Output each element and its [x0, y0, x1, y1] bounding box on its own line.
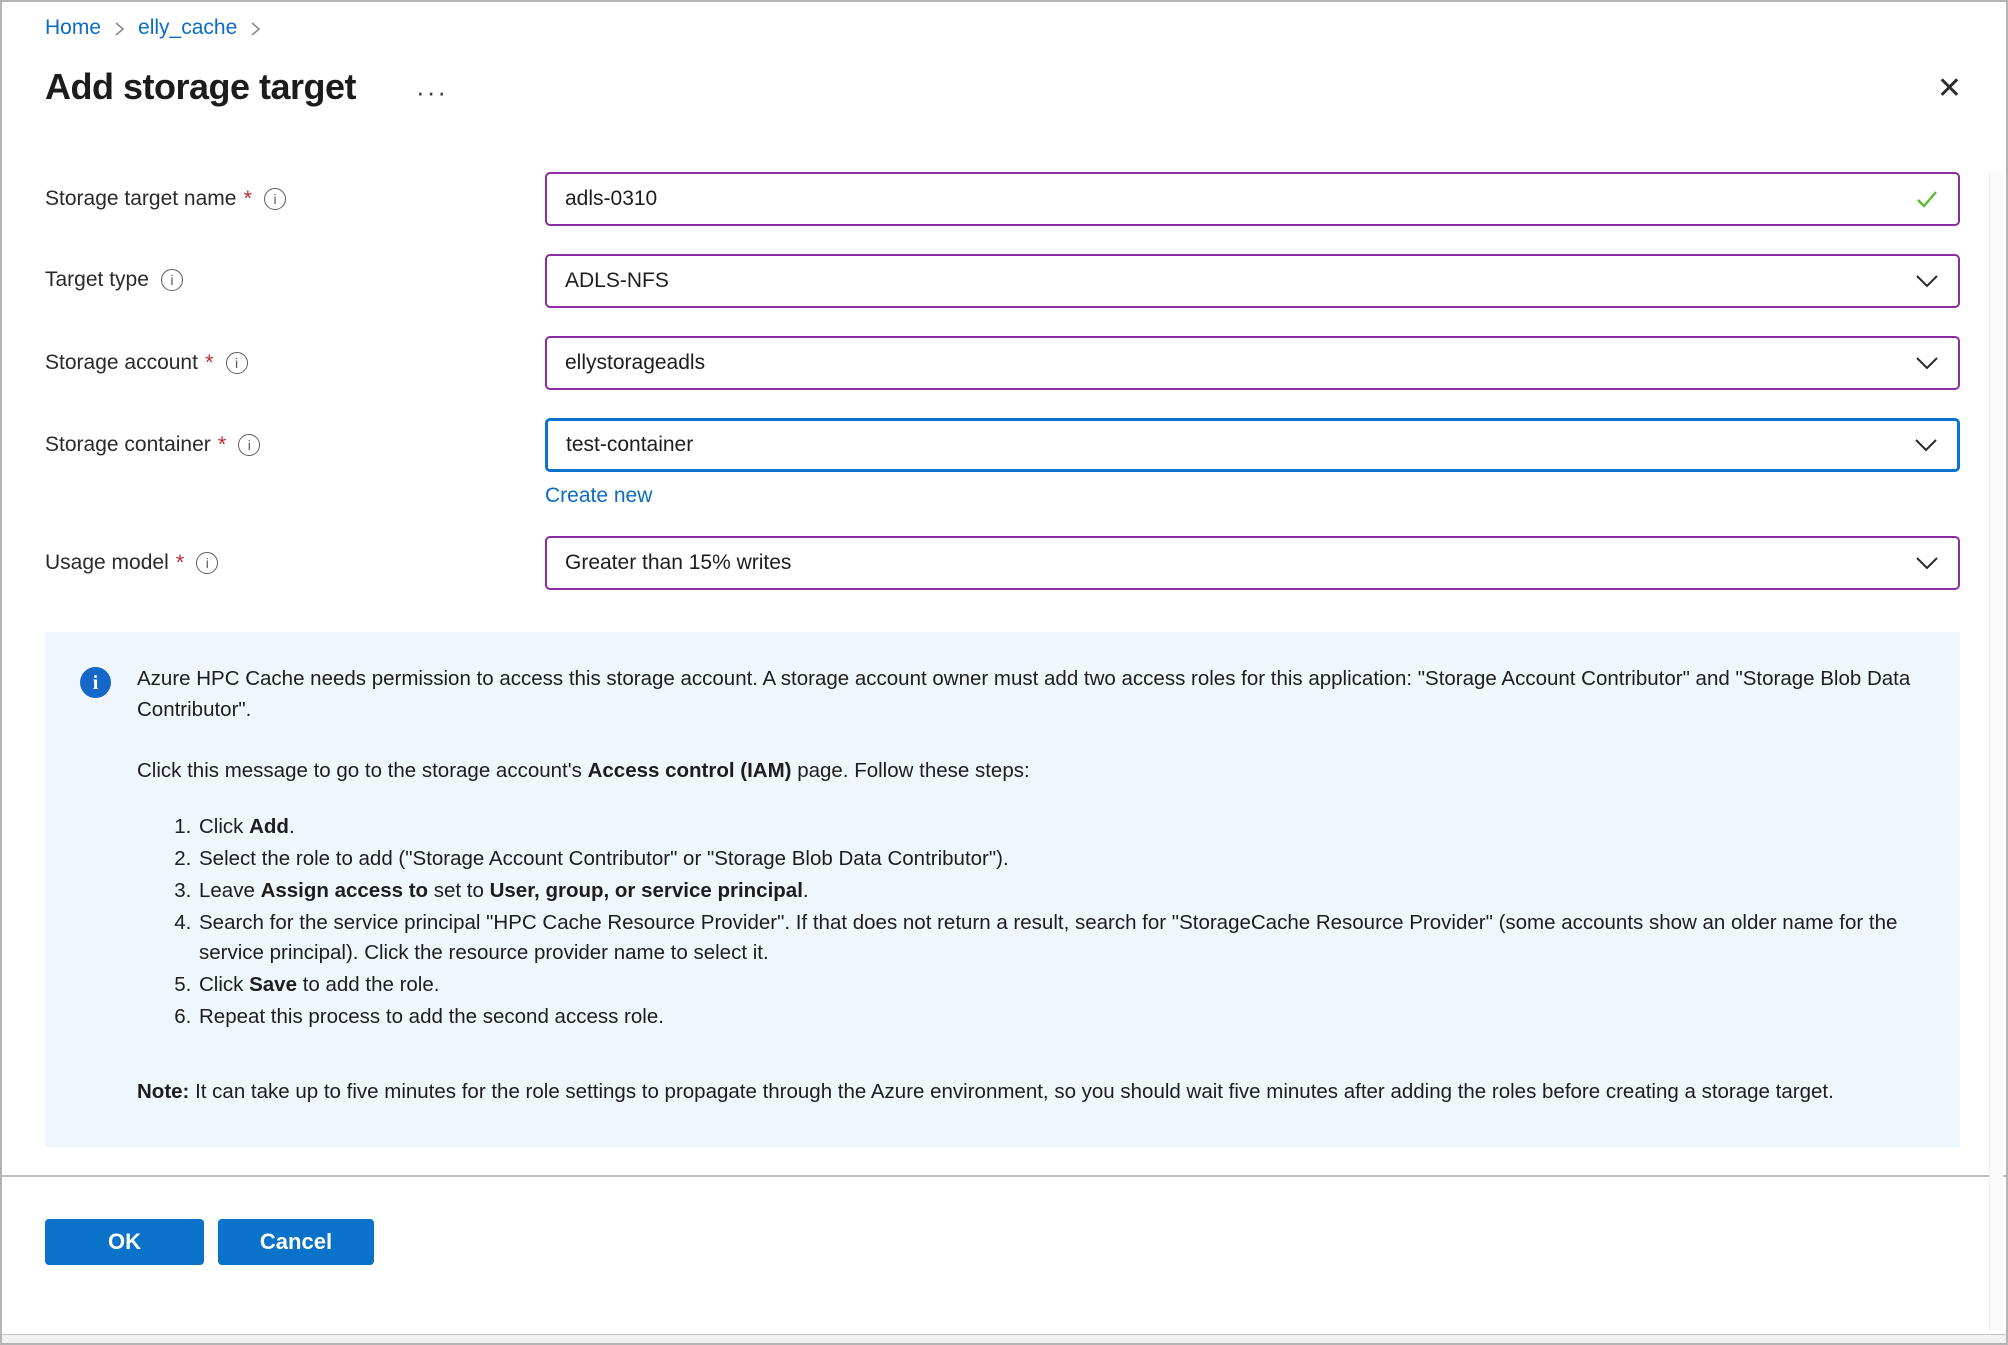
- ok-button[interactable]: OK: [45, 1219, 204, 1265]
- info-note: Note: It can take up to five minutes for the role settings to propagate through the Azure environment, so you should wait five minutes after adding the roles before creating a storage target.: [137, 1079, 1834, 1103]
- chevron-right-icon: [249, 20, 262, 38]
- storage-target-name-value: adls-0310: [565, 187, 658, 210]
- info-step: 2. Select the role to add ("Storage Account Contributor" or "Storage Blob Data Contributor").: [197, 844, 1924, 875]
- footer-divider: [0, 1175, 2008, 1177]
- horizontal-scrollbar[interactable]: [2, 1334, 2006, 1343]
- target-type-value: ADLS-NFS: [565, 269, 669, 292]
- page-header: [2, 66, 2006, 108]
- info-step: 6. Repeat this process to add the second access role.: [197, 1002, 1924, 1033]
- info-step: 5. Click Save to add the role.: [197, 970, 1924, 1001]
- storage-account-dropdown[interactable]: [545, 336, 1960, 390]
- breadcrumb-cache-link[interactable]: elly_cache: [138, 16, 238, 39]
- breadcrumb: [2, 16, 2006, 40]
- info-icon[interactable]: i: [196, 552, 218, 574]
- storage-container-value: test-container: [566, 433, 694, 456]
- valid-check-icon: [1914, 186, 1940, 212]
- required-marker: *: [243, 186, 253, 211]
- storage-account-row: [45, 336, 1960, 390]
- info-steps-list: [137, 812, 1924, 1032]
- storage-target-form: [2, 172, 2006, 590]
- info-paragraph-1: Azure HPC Cache needs permission to access this storage account. A storage account owner must add two access roles for this application: "Storage Account Contributor" and "Storage Blob Data Contributor".: [137, 667, 1911, 721]
- storage-target-name-label: Storage target name: [45, 187, 237, 210]
- footer-buttons: [2, 1219, 2006, 1265]
- target-type-row: [45, 254, 1960, 308]
- usage-model-dropdown[interactable]: [545, 536, 1960, 590]
- storage-target-name-row: [45, 172, 1960, 226]
- breadcrumb-home-link[interactable]: Home: [45, 16, 102, 39]
- page-title: Add storage target: [45, 66, 357, 107]
- target-type-dropdown[interactable]: [545, 254, 1960, 308]
- info-icon[interactable]: i: [264, 188, 286, 210]
- info-paragraph-2: Click this message to go to the storage account's Access control (IAM) page. Follow these steps:: [137, 758, 1030, 782]
- close-icon[interactable]: ✕: [1936, 71, 1962, 106]
- info-icon[interactable]: i: [226, 352, 248, 374]
- permissions-info-banner[interactable]: [45, 632, 1960, 1147]
- target-type-label: Target type: [45, 268, 149, 291]
- required-marker: *: [204, 350, 214, 375]
- storage-container-row: [45, 418, 1960, 508]
- info-step: 1. Click Add.: [197, 812, 1924, 843]
- create-new-link[interactable]: Create new: [545, 484, 653, 507]
- chevron-right-icon: [113, 20, 126, 38]
- info-step: 4. Search for the service principal "HPC Cache Resource Provider". If that does not return a result, search for "StorageCache Resource Provider" (some accounts show an older name for the service principal). Click the resource provider name to select it.: [197, 908, 1924, 970]
- cancel-button[interactable]: Cancel: [218, 1219, 374, 1265]
- storage-container-label: Storage container: [45, 433, 211, 456]
- storage-container-dropdown[interactable]: [545, 418, 1960, 472]
- usage-model-value: Greater than 15% writes: [565, 551, 792, 574]
- required-marker: *: [217, 432, 227, 457]
- storage-account-value: ellystorageadls: [565, 351, 706, 374]
- usage-model-label: Usage model: [45, 551, 169, 574]
- chevron-down-icon: [1913, 437, 1939, 453]
- chevron-down-icon: [1914, 273, 1940, 289]
- required-marker: *: [175, 550, 185, 575]
- info-filled-icon: i: [80, 667, 111, 698]
- usage-model-row: [45, 536, 1960, 590]
- storage-account-label: Storage account: [45, 351, 198, 374]
- info-icon[interactable]: i: [161, 269, 183, 291]
- more-options-icon[interactable]: ···: [416, 76, 449, 107]
- info-icon[interactable]: i: [238, 434, 260, 456]
- chevron-down-icon: [1914, 355, 1940, 371]
- vertical-scrollbar[interactable]: [1989, 172, 2003, 1331]
- info-step: 3. Leave Assign access to set to User, group, or service principal.: [197, 876, 1924, 907]
- storage-target-name-input[interactable]: [545, 172, 1960, 226]
- chevron-down-icon: [1914, 555, 1940, 571]
